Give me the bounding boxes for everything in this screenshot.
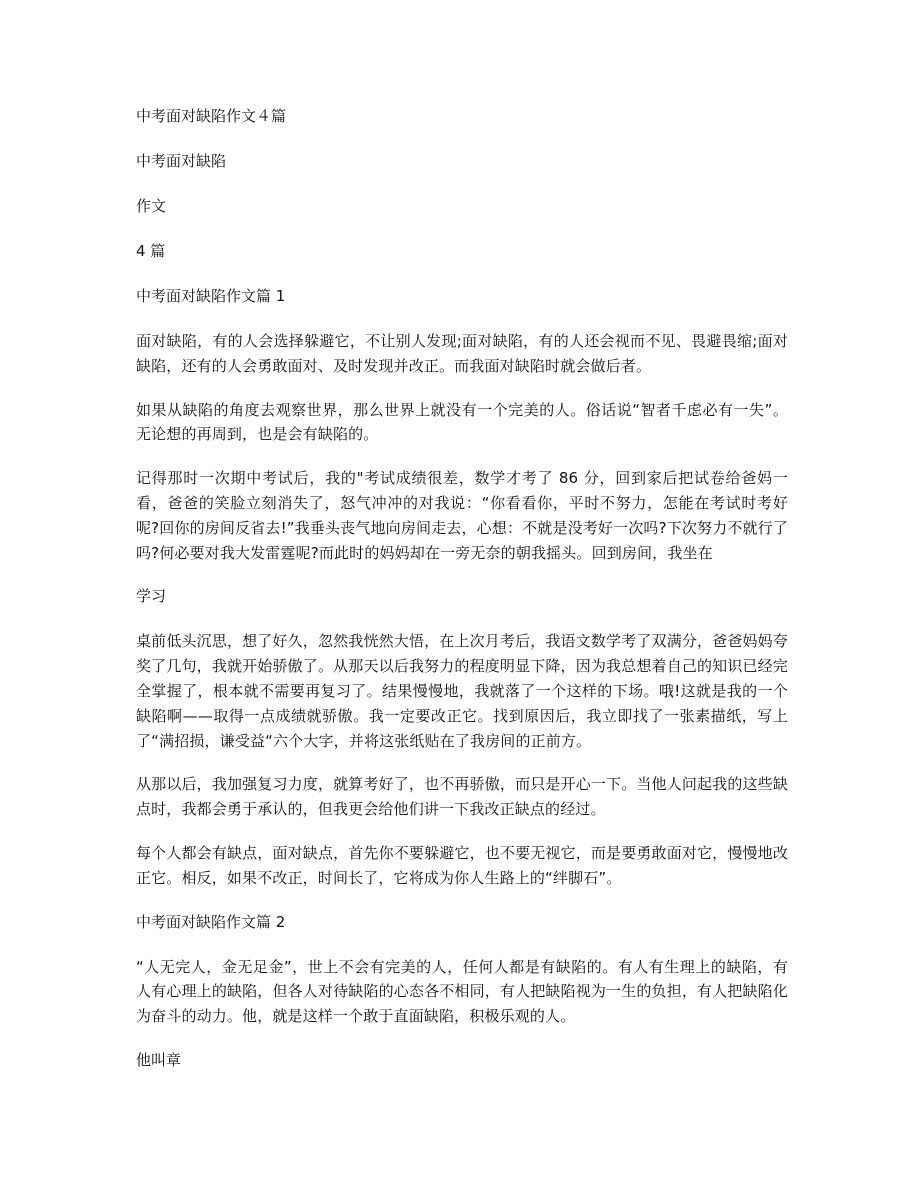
document-page (136, 104, 788, 1093)
document-title: 中考面对缺陷作文４篇 (136, 107, 287, 125)
heading-topic: 中考面对缺陷 (136, 152, 227, 170)
paragraph: 桌前低头沉思，想了好久，忽然我恍然大悟，在上次月考后，我语文数学考了双满分，爸爸妈妈夸奖了几句，我就开始骄傲了。从那天以后我努力的程度明显下降，因为我总想着自己的知识已经完全掌握了，根本就不需要再复习了。结果慢慢地，我就落了一个这样的下场。哦!这就是我的一个缺陷啊——取得一点成绩就骄傲。我一定要改正它。找到原因后，我立即找了一张素描纸，写上了“满招损，谦受益“六个大字，并将这张纸贴在了我房间的正前方。 (136, 632, 788, 750)
paragraph: 如果从缺陷的角度去观察世界，那么世界上就没有一个完美的人。俗话说“智者千虑必有一失”。无论想的再周到，也是会有缺陷的。 (136, 400, 788, 444)
paragraph: 面对缺陷，有的人会选择躲避它，不让别人发现;面对缺陷，有的人还会视而不见、畏避畏缩;面对缺陷，还有的人会勇敢面对、及时发现并改正。而我面对缺陷时就会做后者。 (136, 332, 788, 375)
paragraph: 从那以后，我加强复习力度，就算考好了，也不再骄傲，而只是开心一下。当他人问起我的这些缺点时，我都会勇于承认的，但我更会给他们讲一下我改正缺点的经过。 (136, 775, 788, 819)
paragraph: 每个人都会有缺点，面对缺点，首先你不要躲避它，也不要无视它，而是要勇敢面对它，慢慢地改正它。相反，如果不改正，时间长了，它将成为你人生路上的“绊脚石”。 (136, 843, 788, 887)
heading-essay: 作文 (136, 197, 167, 215)
section-1-title: 中考面对缺陷作文篇 1 (136, 287, 286, 305)
trailing-text: 他叫章 (136, 1050, 182, 1069)
heading-count: 4 篇 (136, 242, 166, 260)
section-2-title: 中考面对缺陷作文篇 2 (136, 912, 286, 931)
study-label: 学习 (136, 587, 167, 606)
paragraph: 记得那时一次期中考试后，我的"考试成绩很差，数学才考了 86 分，回到家后把试卷给爸妈一看，爸爸的笑脸立刻消失了，怒气冲冲的对我说：“你看看你，平时不努力，怎能在考试时考好呢?回你的房间反省去!”我垂头丧气地向房间走去，心想：不就是没考好一次吗?下次努力不就行了吗?何必要对我大发雷霆呢?而此时的妈妈却在一旁无奈的朝我摇头。回到房间，我坐在 (136, 469, 788, 562)
paragraph: “人无完人，金无足金”，世上不会有完美的人，任何人都是有缺陷的。有人有生理上的缺陷，有人有心理上的缺陷，但各人对待缺陷的心态各不相同，有人把缺陷视为一生的负担，有人把缺陷化为奋斗的动力。他，就是这样一个敢于直面缺陷，积极乐观的人。 (136, 957, 788, 1026)
